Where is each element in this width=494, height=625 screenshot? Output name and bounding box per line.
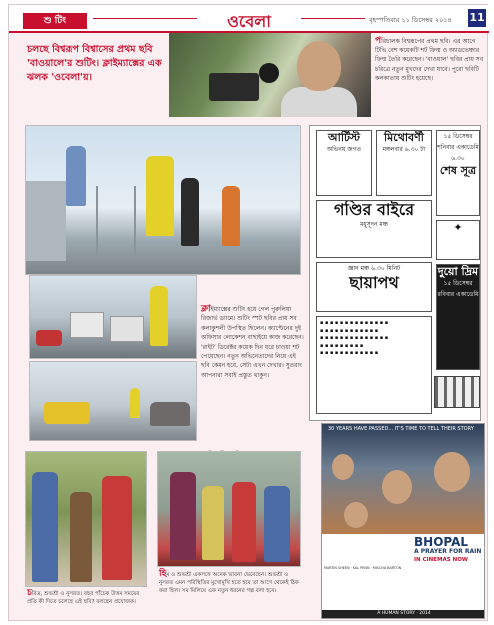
poster-face-3: [434, 452, 470, 492]
ad-mithobarni-title: মিথোবর্ণী: [384, 131, 424, 144]
poster-face-1: [332, 454, 354, 480]
running-actress-figure: [150, 286, 168, 346]
small-actress-figure: [130, 388, 140, 418]
poster-image: [322, 424, 485, 534]
ad-chhayapath-title: ছায়াপথ: [349, 273, 399, 292]
ad-shesh-sutra-sub: ১৫ ডিসেম্বর শনিবার একাডেমি ৬.৩০: [437, 133, 479, 162]
actress-denim-figure: [32, 472, 58, 582]
issue-date: বৃহস্পতিবার ১১ ডিসেম্বর ২০১৪: [369, 16, 452, 24]
brand-logo: ওবেলা: [227, 12, 271, 31]
caption-left-text: রিত্র, শুভশ্রী ও নুসরত। বছর পাঁচেক উত্তম সময়ের প্রতি কী দিতে চলেছে এই ছবি? বলছেন প্রযোজক।: [27, 591, 140, 606]
poster-footer: A HUMAN STORY · 2014: [322, 610, 485, 618]
ad-small-1: [436, 220, 480, 260]
taxi-photo: [29, 361, 197, 441]
caption-right: [159, 570, 303, 596]
ad-small-1-mark: ✦: [453, 221, 463, 234]
intro-text: রিচালক বিশ্বরূপের প্রথম ছবি। এর আগে টিভি বেশ কয়েকটি শর্ট ফিল্ম ও অ্যাডভেঞ্চার ফিল্ম তৈরি করেছেন। 'বাওয়াল' ছবির প্রায় সব চরিত্রে নতুন মুখদের দেখা যাবে। পুরো ছবিটি কলকাতায় শুটিং হয়েছে।: [375, 38, 484, 82]
ad-artist-title: আর্টিস্ট: [328, 131, 360, 144]
theatre-ads-panel: [309, 125, 481, 421]
caption-right-dropcap: হি: [159, 569, 167, 579]
camera-lens-shape: [259, 63, 279, 83]
cast-member-3-figure: [232, 482, 256, 562]
jumping-actor-figure: [66, 146, 86, 206]
poster-title: BHOPAL: [414, 535, 469, 549]
ad-chhayapath: [316, 262, 432, 312]
poster-face-2: [382, 470, 412, 504]
caption-left: [27, 589, 147, 606]
red-car-shape: [36, 330, 62, 346]
page-number: 11: [468, 9, 486, 27]
street-photo: [29, 275, 197, 359]
two-actresses-tree-photo: [25, 451, 147, 587]
article-body: [201, 305, 305, 380]
bus-shape: [110, 316, 144, 342]
masthead: [9, 5, 489, 33]
body-text: ইম্যাক্সের শুটিং হয়ে গেল পুরুলিয়া রিজার্ভ ড্যামে। শুটিং স্পট ছবির প্রায় সব কলাকুশলী উপস্থিত ছিলেন। ক্যাপ্টেনের দুই অফিসার লোকেশন বাছাইয়ে কাজ করেছেন। 'রাইট' ডিরেক্টর কয়েক দিন ধরে চাওয়া শট পেয়েছেন। নতুন অভিনেতাদের নিয়ে এই ছবি কেমন হবে, সেটা এখন দেখার। সুতরাং আপনারা সবাই প্রস্তুত থাকুন।: [201, 306, 304, 379]
header-rule-right: [301, 18, 365, 19]
ad-shesh-sutra: [436, 130, 480, 216]
group-cast-photo: [157, 451, 301, 567]
poster-tagline: 30 YEARS HAVE PASSED... IT'S TIME TO TELL THEIR STORY: [328, 426, 474, 432]
article-headline: চলছে বিশ্বরূপ বিশ্বাসের প্রথম ছবি 'বাওয়ালে'র শুটিং। ক্লাইম্যাক্সের এক ঝলক 'ওবেলা'য়।: [27, 44, 162, 83]
ad-mithobarni: [376, 130, 432, 196]
director-portrait-photo: [169, 33, 371, 117]
ad-duyo-drim-title: দুয়ো দ্রিম: [437, 265, 479, 278]
ad-listing-lines: ▪ ▪ ▪ ▪ ▪ ▪ ▪ ▪ ▪ ▪ ▪ ▪ ▪ ▪ ▪ ▪ ▪ ▪ ▪ ▪ ▪ ▪ ▪ ▪ ▪ ▪ ▪ ▪ ▪ ▪ ▪ ▪ ▪ ▪ ▪ ▪ ▪ ▪ ▪ ▪ ▪ ▪ ▪ ▪ ▪ ▪ ▪ ▪ ▪ ▪ ▪ ▪ ▪ ▪ ▪ ▪ ▪ ▪ ▪ ▪ ▪: [320, 320, 389, 356]
caption-right-text: ম ও শুভশ্রী একসঙ্গে অনেক ভাবনা ভেবেছেন। শুভশ্রী ও নুসরত এমন পরিস্থিতির মুখোমুখি হতে হবে তা আগে থেকেই ঠিক করা ছিল। সব মিলিয়ে এক নতুন ধরনের গল্প বলা হবে।: [159, 572, 299, 595]
cast-member-4-figure: [264, 486, 290, 562]
ad-gondir-baire: [316, 200, 432, 258]
ad-duyo-drim-sub: ১৫ ডিসেম্বর রবিবার একাডেমি: [437, 280, 479, 298]
actress-red-figure: [102, 476, 132, 580]
film-strip-icon: [434, 376, 480, 408]
ad-gondir-baire-sub: মধুসূদন মঞ্চ: [360, 221, 388, 228]
power-tower-shape: [96, 186, 136, 256]
poster-face-4: [344, 502, 368, 528]
section-tag: শু টিং: [23, 13, 87, 29]
main-shooting-photo: [25, 125, 301, 275]
ad-gondir-baire-title: গণ্ডির বাইরে: [333, 200, 415, 219]
caption-left-dropcap: চ: [27, 588, 32, 598]
actor-orange-figure: [222, 186, 240, 246]
yellow-taxi-shape: [44, 402, 90, 424]
header-rule-left: [93, 18, 197, 19]
poster-subtitle: A PRAYER FOR RAIN: [414, 548, 482, 555]
ad-shesh-sutra-title: শেষ সূত্র: [439, 164, 477, 177]
actress-yellow-figure: [146, 156, 174, 236]
tree-trunk-shape: [70, 492, 92, 582]
crowd-shape: [150, 402, 190, 426]
ad-listing-block: [316, 316, 432, 414]
newspaper-page: [8, 4, 488, 621]
intro-paragraph: [375, 37, 485, 83]
ad-chhayapath-sub: জ্ঞান মঞ্চ ৬.৩০ মিনিট: [347, 265, 401, 272]
ad-mithobarni-sub: মঙ্গলবার ৬.৩০ টা: [382, 146, 426, 153]
bhopal-movie-poster: [321, 423, 485, 619]
ad-duyo-drim: [436, 264, 480, 370]
director-body-shape: [281, 87, 357, 117]
ad-artist-sub: অভিনয় জগত: [326, 146, 362, 153]
director-face-shape: [297, 41, 341, 91]
poster-release: IN CINEMAS NOW: [414, 557, 468, 563]
actor-black-figure: [181, 178, 199, 246]
ad-artist: [316, 130, 372, 196]
poster-cast-list: MARTIN SHEEN · KAL PENN · MISCHA BARTON: [324, 566, 402, 570]
building-shape: [26, 181, 66, 261]
body-dropcap: ক্লা: [201, 304, 211, 314]
cast-member-2-figure: [202, 486, 224, 560]
intro-dropcap: প: [375, 36, 382, 46]
truck-shape: [70, 312, 104, 338]
camera-shape: [209, 73, 259, 101]
cast-member-1-figure: [170, 472, 196, 560]
